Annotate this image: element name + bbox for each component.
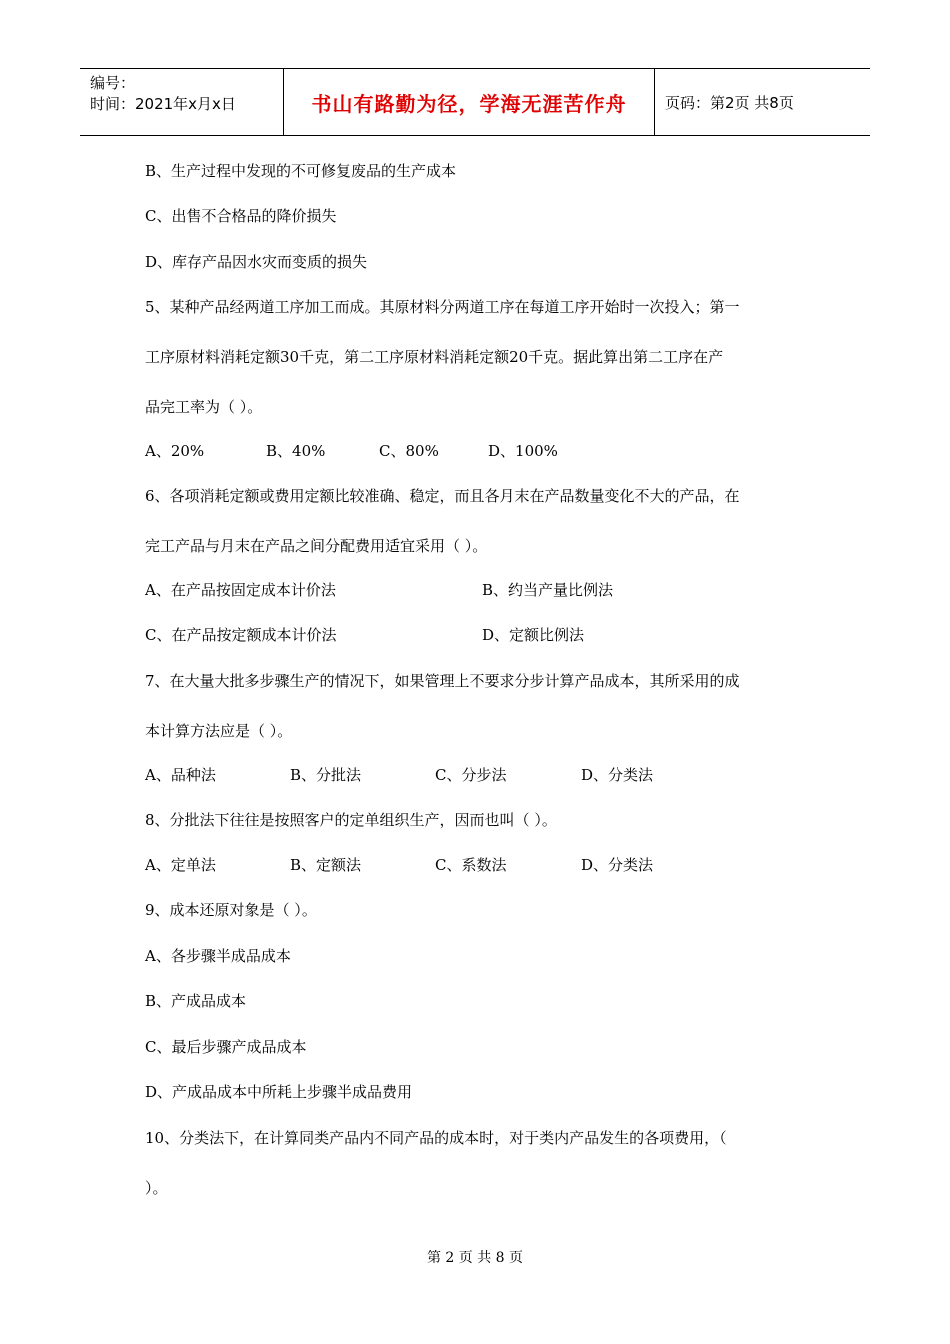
q8-option-b: B、定额法 (290, 856, 362, 874)
q10-text-line-1: 10、分类法下，在计算同类产品内不同产品的成本时，对于类内产品发生的各项费用，（ (145, 1129, 727, 1147)
q7-option-d: D、分类法 (581, 766, 654, 784)
q5-option-a: A、20% (145, 442, 205, 460)
q5-text-line-3: 品完工率为（ ）。 (145, 398, 263, 416)
q5-text-line-1: 5、某种产品经两道工序加工而成。其原材料分两道工序在每道工序开始时一次投入；第一 (145, 298, 740, 316)
q8-option-d: D、分类法 (581, 856, 654, 874)
q10-text-line-2: ）。 (145, 1179, 168, 1197)
q6-options-row-1 (145, 580, 845, 600)
q4-option-d: D、库存产品因水灾而变质的损失 (145, 253, 368, 271)
date-label: 时间：2021年x月x日 (90, 95, 236, 113)
q9-option-d: D、产成品成本中所耗上步骤半成品费用 (145, 1083, 413, 1101)
q8-text: 8、分批法下往往是按照客户的定单组织生产，因而也叫（ ）。 (145, 811, 557, 829)
q9-option-c: C、最后步骤产成品成本 (145, 1038, 307, 1056)
q6-option-b: B、约当产量比例法 (482, 581, 614, 599)
q9-text: 9、成本还原对象是（ ）。 (145, 901, 317, 919)
q8-options (145, 855, 845, 875)
q4-option-b: B、生产过程中发现的不可修复废品的生产成本 (145, 162, 457, 180)
q5-text-line-2: 工序原材料消耗定额30千克，第二工序原材料消耗定额20千克。据此算出第二工序在产 (145, 348, 724, 366)
q9-option-b: B、产成品成本 (145, 992, 247, 1010)
q7-option-a: A、品种法 (145, 766, 216, 784)
q8-option-c: C、系数法 (435, 856, 507, 874)
motto: 书山有路勤为径，学海无涯苦作舟 (311, 91, 627, 116)
q6-options-row-2 (145, 625, 845, 645)
serial-label: 编号： (90, 74, 136, 92)
q6-option-a: A、在产品按固定成本计价法 (145, 581, 336, 599)
footer-page-number: 第 2 页 共 8 页 (426, 1250, 524, 1266)
q7-text-line-1: 7、在大量大批多步骤生产的情况下，如果管理上不要求分步计算产品成本，其所采用的成 (145, 672, 740, 690)
q8-option-a: A、定单法 (145, 856, 216, 874)
q7-option-c: C、分步法 (435, 766, 507, 784)
page-header (80, 68, 870, 136)
q7-option-b: B、分批法 (290, 766, 362, 784)
q5-option-c: C、80% (379, 442, 439, 460)
header-page-cell (655, 69, 870, 135)
q5-option-d: D、100% (488, 442, 558, 460)
q6-option-d: D、定额比例法 (482, 626, 585, 644)
q5-options (145, 441, 845, 461)
page-info: 页码：第2页 共8页 (665, 93, 794, 112)
q6-text-line-2: 完工产品与月末在产品之间分配费用适宜采用（ ）。 (145, 537, 488, 555)
page-footer (0, 1247, 950, 1267)
q9-option-a: A、各步骤半成品成本 (145, 947, 291, 965)
q6-option-c: C、在产品按定额成本计价法 (145, 626, 337, 644)
q5-option-b: B、40% (266, 442, 326, 460)
q6-text-line-1: 6、各项消耗定额或费用定额比较准确、稳定，而且各月末在产品数量变化不大的产品，在 (145, 487, 740, 505)
header-motto-cell (283, 69, 655, 135)
header-meta (80, 69, 283, 135)
q7-text-line-2: 本计算方法应是（ ）。 (145, 722, 293, 740)
q4-option-c: C、出售不合格品的降价损失 (145, 207, 337, 225)
q7-options (145, 765, 845, 785)
